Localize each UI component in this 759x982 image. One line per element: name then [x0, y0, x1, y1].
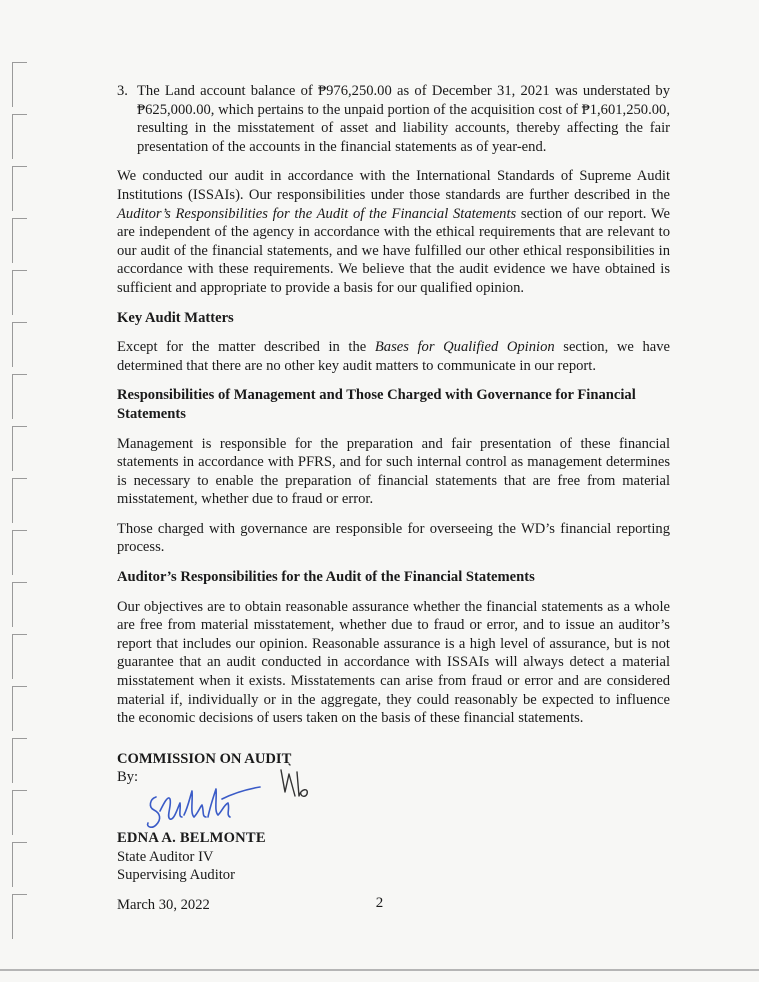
- binding-mark: [12, 842, 27, 887]
- document-body: [117, 82, 670, 914]
- handwritten-signature: [144, 777, 264, 837]
- binding-mark: [12, 62, 27, 107]
- report-date: March 30, 2022: [117, 896, 210, 913]
- auditor-responsibilities-heading: Auditor’s Responsibilities for the Audit of the Financial Statements: [117, 569, 535, 586]
- key-audit-matters-heading: Key Audit Matters: [117, 309, 234, 326]
- item-text: The Land account balance of ₱976,250.00 as of December 31, 2021 was understated by ₱625,000.00, which pertains to the unpaid portion of the acquisition cost of ₱1,601,250.00, resulting in the misstatement of asset and liability accounts, thereby affecting the fair presentation of the accounts in the financial statements as of year-end.: [137, 83, 670, 155]
- binding-mark: [12, 166, 27, 211]
- basis-text-1: We conducted our audit in accordance with the International Standards of Supreme Audit Institutions (ISSAIs). Our responsibilities under those standards are further described in the: [117, 168, 670, 203]
- signature-block: [117, 750, 670, 915]
- management-paragraph: Management is responsible for the preparation and fair presentation of these financial statements in accordance with PFRS, and for such internal control as management determines is necessary to enable the preparation of financial statements that are free from material misstatement, whether due to fraud or error.: [117, 435, 670, 508]
- binding-mark: [12, 738, 27, 783]
- organization-name: COMMISSION ON AUDIT: [117, 750, 292, 767]
- binding-mark: [12, 322, 27, 367]
- key-audit-matters-paragraph: [117, 338, 670, 375]
- binding-mark: [12, 218, 27, 263]
- page-number: 2: [375, 895, 384, 911]
- scan-edge-rule: [0, 969, 759, 971]
- kam-text-1: Except for the matter described in the: [117, 339, 375, 356]
- kam-text-2: section, we have determined that there are no other key audit matters to communicate in our report.: [117, 339, 670, 374]
- item-number: 3.: [117, 83, 128, 99]
- basis-text-2: section of our report. We are independent of the agency in accordance with the ethical requirements that are relevant to our audit of the financial statements, and we have fulfilled our other ethical responsibilities in accordance with these requirements. We believe that the audit evidence we have obtained is sufficient and appropriate to provide a basis for our qualified opinion.: [117, 205, 670, 296]
- binding-mark: [12, 790, 27, 835]
- binding-mark: [12, 582, 27, 627]
- management-responsibilities-heading: Responsibilities of Management and Those Charged with Governance for Financial Statements: [117, 387, 636, 422]
- basis-section-reference: Auditor’s Responsibilities for the Audit of the Financial Statements: [117, 205, 517, 222]
- by-label: By:: [117, 769, 139, 786]
- binding-mark: [12, 634, 27, 679]
- binding-mark: [12, 114, 27, 159]
- binding-mark: [12, 530, 27, 575]
- binding-margin-marks: [0, 0, 40, 982]
- binding-mark: [12, 686, 27, 731]
- binding-mark: [12, 426, 27, 471]
- signatory-role: Supervising Auditor: [117, 867, 235, 884]
- binding-mark: [12, 270, 27, 315]
- kam-section-reference: Bases for Qualified Opinion: [374, 339, 555, 356]
- binding-mark: [12, 374, 27, 419]
- signatory-title: State Auditor IV: [117, 848, 214, 865]
- finding-item-3: [117, 82, 670, 156]
- auditor-responsibilities-paragraph: Our objectives are to obtain reasonable assurance whether the financial statements as a whole are free from material misstatement, whether due to fraud or error, and to issue an auditor’s report that includes our opinion. Reasonable assurance is a high level of assurance, but is not guarantee that an audit conducted in accordance with ISSAIs will always detect a material misstatement when it exists. Misstatements can arise from fraud or error and are considered material if, individually or in the aggregate, they could reasonably be expected to influence the economic decisions of users taken on the basis of these financial statements.: [117, 598, 670, 727]
- basis-paragraph: [117, 167, 670, 297]
- binding-mark: [12, 478, 27, 523]
- handwritten-initials: [275, 762, 315, 804]
- governance-paragraph: Those charged with governance are responsible for overseeing the WD’s financial reporting process.: [117, 520, 670, 556]
- signatory-name: EDNA A. BELMONTE: [117, 830, 266, 846]
